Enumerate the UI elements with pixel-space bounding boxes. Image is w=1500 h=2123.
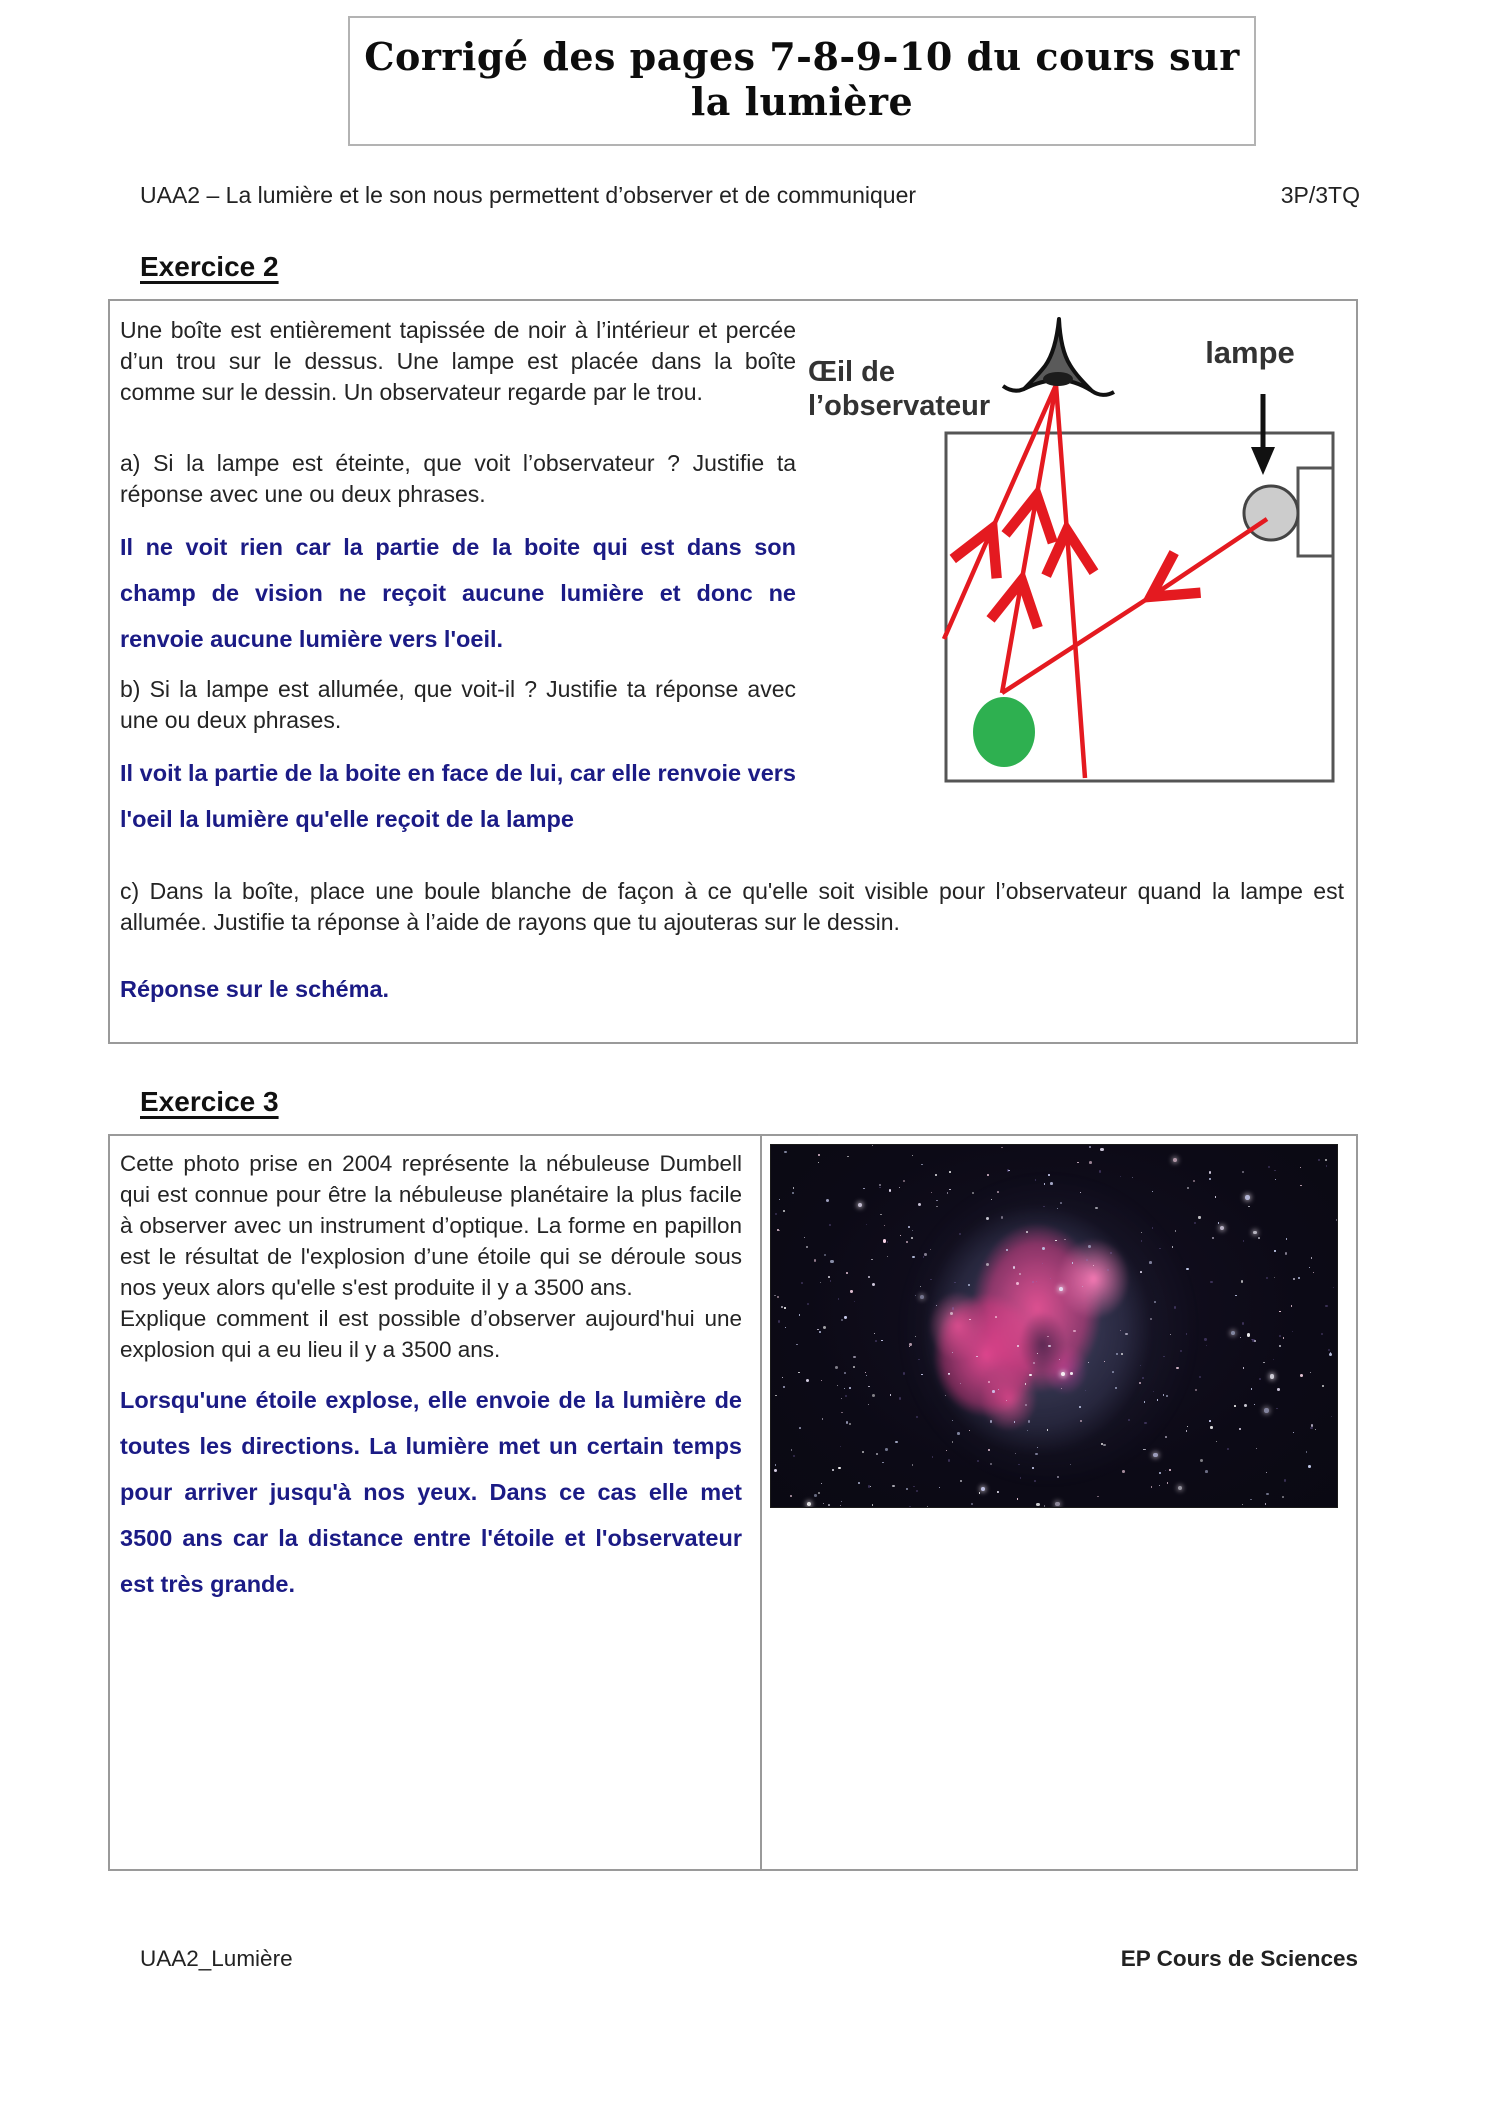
nebula-cloud	[771, 1145, 1337, 1507]
exercise2-intro: Une boîte est entièrement tapissée de noir à l’intérieur et percée d’un trou sur le dessus. Une lampe est placée dans la boîte comme sur le dessin. Un observateur regarde par le trou.	[120, 317, 796, 405]
observer-eye-icon	[1003, 319, 1114, 395]
exercise2-heading: Exercice 2	[140, 251, 279, 282]
eye-label-line1: Œil de	[808, 356, 896, 388]
lamp-label: lampe	[1205, 335, 1295, 370]
exercise3-intro: Cette photo prise en 2004 représente la nébuleuse Dumbell qui est connue pour être la nébuleuse planétaire la plus facile à observer avec un instrument d’optique. La forme en papillon est le résultat de l'explosion d’une étoile qui se déroule sous nos yeux alors qu'elle s'est produite il y a 3500 ans.	[120, 1151, 742, 1300]
title-box	[348, 16, 1256, 146]
green-ball	[973, 697, 1035, 767]
exercise3-box	[108, 1134, 1358, 1871]
exercise2-text-column	[120, 315, 796, 842]
exercise2-question-a: a) Si la lampe est éteinte, que voit l’observateur ? Justifie ta réponse avec une ou deux phrases.	[120, 450, 796, 507]
exercise3-heading: Exercice 3	[140, 1086, 279, 1117]
exercise2-diagram-column	[796, 315, 1354, 842]
exercise3-question: Explique comment il est possible d’observer aujourd'hui une explosion qui a eu lieu il y a 3500 ans.	[120, 1306, 742, 1362]
header-class-label: 3P/3TQ	[1280, 182, 1360, 208]
exercise3-answer: Lorsqu'une étoile explose, elle envoie de la lumière de toutes les directions. La lumière met un certain temps pour arriver jusqu'à nos yeux. Dans ce cas elle met 3500 ans car la distance entre l'étoile et l'observateur est très grande.	[120, 1387, 742, 1597]
exercise2-answer-c: Réponse sur le schéma.	[120, 976, 390, 1002]
page-footer	[140, 1946, 1358, 1972]
exercise2-columns	[120, 315, 1344, 842]
dumbbell-nebula-photo	[770, 1144, 1338, 1508]
lamp-circle	[1244, 486, 1298, 540]
box-lamp-ray-diagram	[796, 291, 1356, 796]
exercise2-question-c: c) Dans la boîte, place une boule blanche de façon à ce qu'elle soit visible pour l’observateur quand la lampe est allumée. Justifie ta réponse à l’aide de rayons que tu ajouteras sur le dessin.	[120, 878, 1344, 935]
exercise2-question-b: b) Si la lampe est allumée, que voit-il ? Justifie ta réponse avec une ou deux phrases.	[120, 676, 796, 733]
exercise3-text-column	[110, 1136, 762, 1869]
eye-label-line2: l’observateur	[808, 390, 991, 422]
page-header	[140, 182, 1360, 209]
exercise2-answer-a: Il ne voit rien car la partie de la boite qui est dans son champ de vision ne reçoit aucune lumière et donc ne renvoie aucune lumière vers l'oeil.	[120, 534, 796, 652]
header-course-label: UAA2 – La lumière et le son nous permettent d’observer et de communiquer	[140, 182, 917, 208]
exercise2-box	[108, 299, 1358, 1044]
exercise2-answer-b: Il voit la partie de la boite en face de lui, car elle renvoie vers l'oeil la lumière qu'elle reçoit de la lampe	[120, 760, 796, 832]
lamp-bracket	[1298, 468, 1333, 556]
footer-author-label: EP Cours de Sciences	[1120, 1946, 1358, 1971]
footer-document-label: UAA2_Lumière	[140, 1946, 293, 1971]
exercise3-photo-column	[762, 1136, 1356, 1869]
page-title: Corrigé des pages 7-8-9-10 du cours sur la lumière	[364, 34, 1240, 124]
